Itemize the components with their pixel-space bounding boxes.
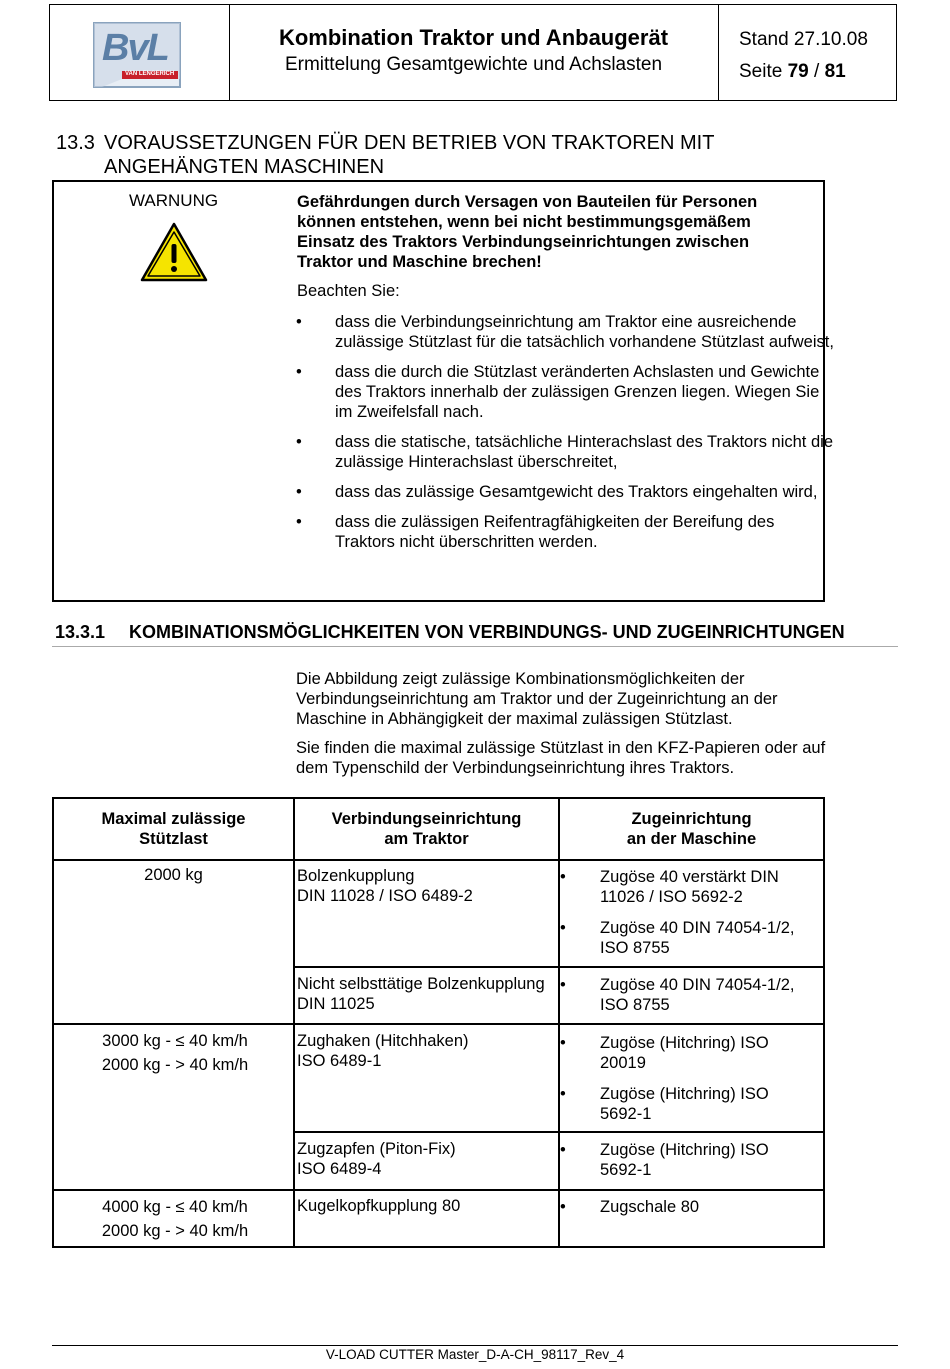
column-header-line: Verbindungseinrichtung [331, 810, 522, 828]
warning-label: WARNUNG [129, 191, 219, 210]
footer-divider [52, 1345, 898, 1346]
device-cell [297, 866, 473, 906]
device-standard: DIN 11028 / ISO 6489-2 [297, 887, 473, 905]
bullet-1: • [296, 363, 302, 381]
warning-bullet-list [297, 312, 837, 562]
list-item [297, 432, 837, 472]
bullet: • [560, 1198, 566, 1216]
device-name: Zughaken (Hitchhaken) [297, 1032, 469, 1050]
list-item [560, 867, 810, 907]
bullet: • [560, 1085, 566, 1103]
bullet: • [560, 919, 566, 937]
device-standard: ISO 6489-1 [297, 1052, 382, 1070]
device-name: Zugzapfen (Piton-Fix) [297, 1140, 456, 1158]
logo-cell [50, 5, 230, 100]
page-number [739, 61, 846, 83]
bullet: • [560, 1034, 566, 1052]
meta-cell [718, 5, 896, 100]
load-line: 2000 kg - > 40 km/h [101, 1056, 249, 1074]
page-total: 81 [824, 61, 846, 82]
load-value-2000: 2000 kg [144, 866, 203, 884]
device-cell [297, 974, 545, 1014]
bullet: • [560, 976, 566, 994]
bullet-3: • [296, 483, 302, 501]
revision-date: Stand 27.10.08 [739, 29, 868, 50]
warning-box [52, 180, 834, 602]
list-item-text: dass das zulässige Gesamtgewicht des Traktors eingehalten wird, [335, 483, 818, 501]
coupling-list [560, 867, 810, 969]
combination-table [52, 797, 825, 1248]
column-header-line: Zugeinrichtung [631, 810, 752, 828]
section-title: VORAUSSETZUNGEN FÜR DEN BETRIEB VON TRAKTOREN MIT ANGEHÄNGTEN MASCHINEN [104, 132, 715, 178]
coupling-list [560, 1140, 810, 1191]
document-title: Kombination Traktor und Anbaugerät [278, 25, 669, 50]
subsection-number: 13.3.1 [55, 622, 106, 642]
logo-subtext: VAN LENGERICH [125, 71, 175, 77]
page-prefix: Seite [739, 61, 788, 82]
column-header-line: Stützlast [139, 830, 208, 848]
load-value-3000 [54, 1029, 296, 1077]
list-item [560, 1197, 810, 1217]
column-header-coupling [560, 809, 823, 849]
warning-note: Beachten Sie: [297, 282, 400, 300]
load-value-4000 [54, 1195, 296, 1243]
list-item [560, 918, 810, 958]
device-name: Kugelkopfkupplung 80 [297, 1197, 461, 1215]
bullet: • [560, 1141, 566, 1159]
list-item-text: Zugöse (Hitchring) ISO 5692-1 [600, 1085, 769, 1123]
bullet-0: • [296, 313, 302, 331]
column-header-line: an der Maschine [626, 830, 757, 848]
list-item-text: dass die Verbindungseinrichtung am Traktor eine ausreichende zulässige Stützlast für die tatsächlich vorhandene Stützlast aufweist, [335, 313, 834, 351]
coupling-list [560, 1197, 810, 1228]
warning-text: Gefährdungen durch Versagen von Bauteilen für Personen können entstehen, wenn bei nicht bestimmungsgemäßem Einsatz des Traktors Verbindungseinrichtungen zwischen Traktor und Maschine brechen! [297, 193, 758, 271]
warning-triangle-icon [140, 222, 208, 282]
column-header-device [295, 809, 558, 849]
load-line: 4000 kg - ≤ 40 km/h [102, 1198, 248, 1216]
column-header-load [54, 809, 293, 849]
bullet-2: • [296, 433, 302, 451]
page-footer: V-LOAD CUTTER Master_D-A-CH_98117_Rev_4 [325, 1347, 625, 1362]
section-number: 13.3 [56, 132, 95, 154]
logo-text: BvL [102, 27, 168, 69]
load-line: 3000 kg - ≤ 40 km/h [102, 1032, 248, 1050]
list-item-text: dass die statische, tatsächliche Hinterachslast des Traktors nicht die zulässige Hinterachslast überschreitet, [335, 433, 833, 471]
list-item [560, 1140, 810, 1180]
subsection-title: KOMBINATIONSMÖGLICHKEITEN VON VERBINDUNGS- UND ZUGEINRICHTUNGEN [129, 622, 845, 642]
list-item [297, 512, 837, 552]
load-line: 2000 kg - > 40 km/h [101, 1222, 249, 1240]
bullet-4: • [296, 513, 302, 531]
list-item-text: Zugöse 40 DIN 74054-1/2, ISO 8755 [600, 919, 795, 957]
list-item-text: Zugöse (Hitchring) ISO 20019 [600, 1034, 769, 1072]
page-header [49, 4, 897, 101]
list-item [560, 1033, 810, 1073]
info-paragraph: Sie finden die maximal zulässige Stützlast in den KFZ-Papieren oder auf dem Typenschild der Verbindungseinrichtung ihres Traktors. [296, 739, 826, 777]
list-item-text: dass die zulässigen Reifentragfähigkeiten der Bereifung des Traktors nicht überschritten werden. [335, 513, 775, 551]
device-cell [297, 1031, 469, 1071]
page-separator: / [808, 61, 825, 82]
list-item-text: Zugöse 40 verstärkt DIN 11026 / ISO 5692-2 [600, 868, 779, 906]
list-item-text: dass die durch die Stützlast veränderten Achslasten und Gewichte des Traktors innerhalb der zulässigen Grenzen liegen. Wiegen Sie im Zweifelsfall nach. [335, 363, 820, 421]
coupling-list [560, 1033, 810, 1135]
table-divider [54, 859, 823, 861]
list-item-text: Zugöse (Hitchring) ISO 5692-1 [600, 1141, 769, 1179]
title-cell [229, 5, 719, 100]
device-name: Bolzenkupplung [297, 867, 415, 885]
list-item-text: Zugöse 40 DIN 74054-1/2, ISO 8755 [600, 976, 795, 1014]
intro-paragraph: Die Abbildung zeigt zulässige Kombinationsmöglichkeiten der Verbindungseinrichtung am Traktor und der Zugeinrichtung an der Maschine in Abhängigkeit der maximal zulässigen Stützlast. [296, 670, 778, 728]
bullet: • [560, 868, 566, 886]
device-name: Nicht selbsttätige Bolzenkupplung [297, 975, 545, 993]
column-header-line: am Traktor [384, 830, 469, 848]
device-standard: DIN 11025 [297, 995, 375, 1013]
document-subtitle: Ermittelung Gesamtgewichte und Achslasten [284, 54, 663, 75]
column-header-line: Maximal zulässige [101, 810, 246, 828]
divider [52, 646, 898, 647]
device-cell [297, 1139, 456, 1179]
device-standard: ISO 6489-4 [297, 1160, 382, 1178]
list-item [560, 1084, 810, 1124]
list-item [297, 312, 837, 352]
coupling-list [560, 975, 810, 1026]
list-item-text: Zugschale 80 [600, 1198, 700, 1216]
device-cell [297, 1196, 460, 1216]
list-item [560, 975, 810, 1015]
list-item [297, 482, 837, 502]
page-current: 79 [787, 61, 809, 82]
list-item [297, 362, 837, 422]
